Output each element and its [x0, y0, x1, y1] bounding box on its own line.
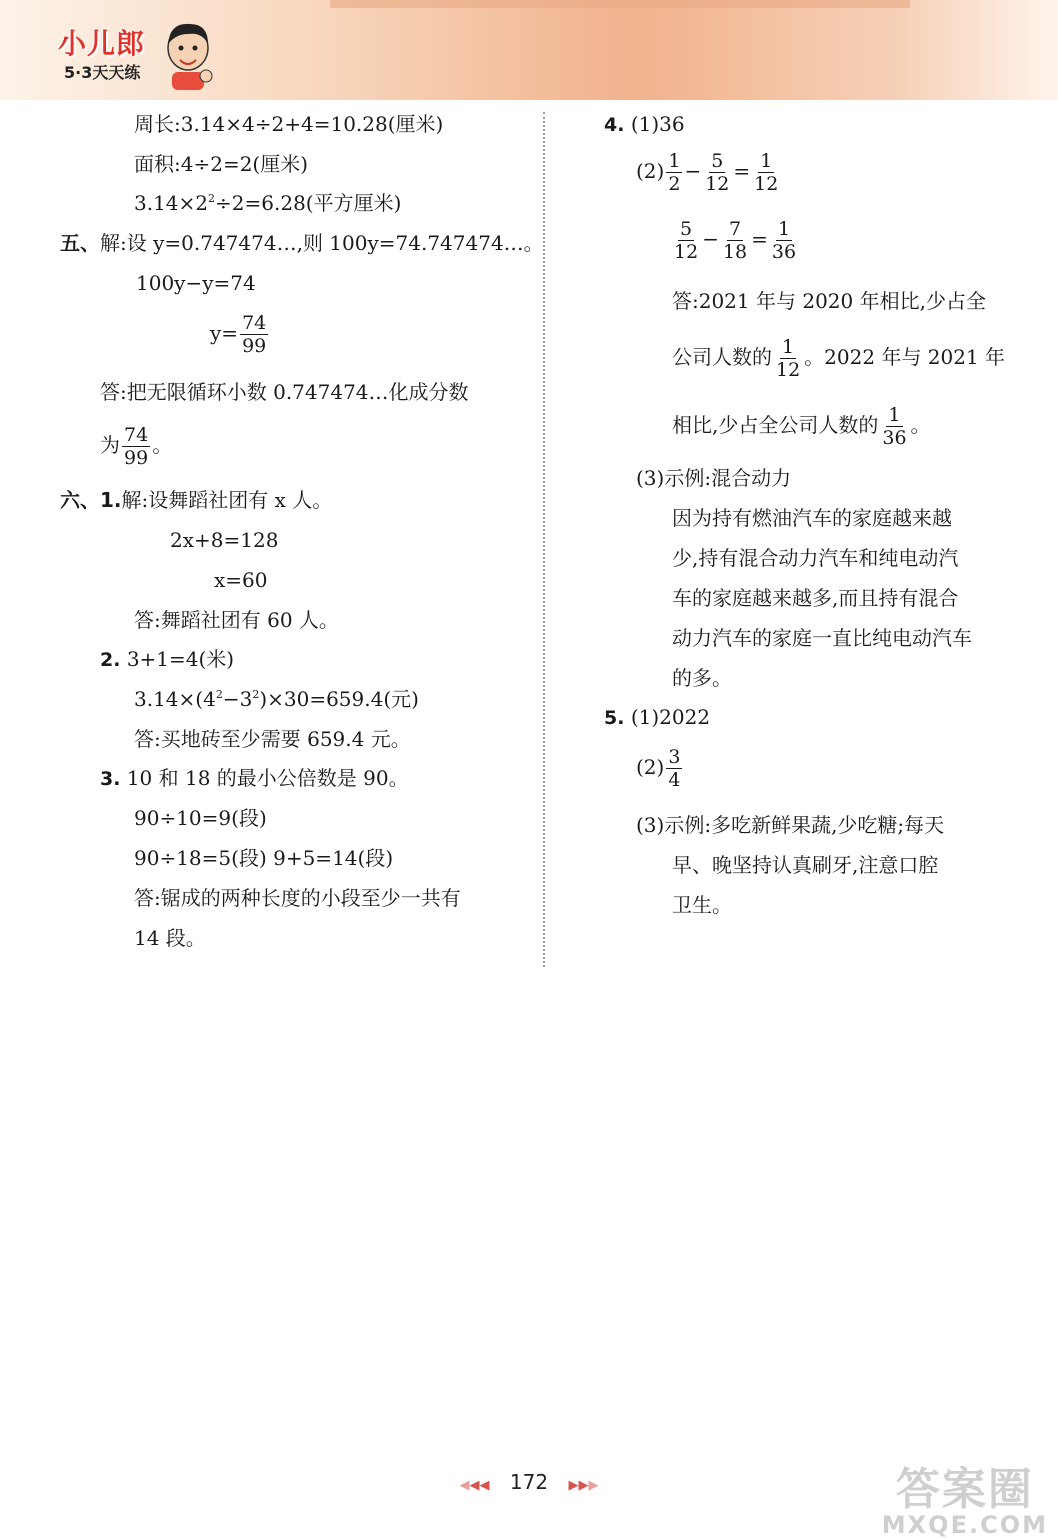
mascot-icon: [158, 18, 218, 90]
fraction: $\frac{74}{99}$: [124, 424, 149, 469]
fraction-equation: (2) $\frac{1}{2}$ − $\frac{5}{12}$ = $\frac{1}{12}$: [636, 150, 779, 195]
answer-line: 公司人数的 $\frac{1}{12}$ 。2022 年与 2021 年: [672, 336, 1006, 381]
header-strip: [330, 0, 910, 8]
equation-line: 90÷10=9(段): [134, 806, 267, 830]
watermark-top: 答案圈: [895, 1464, 1034, 1515]
question-3: 3. 10 和 18 的最小公倍数是 90。: [100, 766, 409, 790]
perimeter-line: 周长:3.14×4÷2+4=10.28(厘米): [134, 112, 444, 136]
answer-line: 答:2021 年与 2020 年相比,少占全: [672, 289, 986, 313]
section-six-q1: 六、1.解:设舞蹈社团有 x 人。: [60, 488, 333, 512]
brand-logo: [50, 18, 210, 88]
answer-line: 相比,少占全公司人数的 $\frac{1}{36}$ 。: [672, 404, 931, 449]
reason-line: 车的家庭越来越多,而且持有混合: [672, 586, 959, 610]
section-label: 五、: [60, 231, 100, 255]
example-line: 卫生。: [672, 893, 732, 917]
answer-line: 答:买地砖至少需要 659.4 元。: [134, 727, 411, 751]
section-label: 六、1.: [60, 488, 122, 512]
fraction-result: y= $\frac{74}{99}$: [210, 312, 267, 357]
area-line: 面积:4÷2=2(厘米): [134, 152, 309, 176]
logo-subtitle: 5·3天天练: [64, 63, 141, 82]
reason-line: 因为持有燃油汽车的家庭越来越: [672, 506, 952, 530]
answer-line: 答:舞蹈社团有 60 人。: [134, 608, 339, 632]
question-5: 5. (1)2022: [604, 705, 711, 729]
equation-line: x=60: [214, 568, 268, 592]
question-2: 2. 3+1=4(米): [100, 647, 235, 671]
fraction-answer: (2) $\frac{3}{4}$: [636, 746, 681, 791]
equation-line: 100y−y=74: [136, 271, 256, 295]
watermark-bottom: MXQE.COM: [881, 1511, 1048, 1539]
reason-line: 少,持有混合动力汽车和纯电动汽: [672, 546, 959, 570]
equation-line: 90÷18=5(段) 9+5=14(段): [134, 846, 394, 870]
page-number: 172: [509, 1470, 549, 1494]
example-line: (3)示例:混合动力: [636, 466, 792, 490]
header-bar: [0, 0, 1058, 100]
question-4: 4. (1)36: [604, 112, 685, 136]
answer-line: 14 段。: [134, 926, 206, 950]
example-line: (3)示例:多吃新鲜果蔬,少吃糖;每天: [636, 813, 945, 837]
example-line: 早、晚坚持认真刷牙,注意口腔: [672, 853, 939, 877]
next-arrows-icon: ▶▶▶: [568, 1478, 599, 1493]
equation-line: 2x+8=128: [170, 528, 279, 552]
question-number: 3.: [100, 768, 121, 790]
reason-line: 的多。: [672, 666, 732, 690]
section-five: 五、解:设 y=0.747474…,则 100y=74.747474…。: [60, 231, 544, 255]
question-number: 5.: [604, 707, 625, 729]
question-number: 2.: [100, 649, 121, 671]
logo-title: 小儿郎: [58, 27, 146, 60]
fraction-equation: $\frac{5}{12}$ − $\frac{7}{18}$ = $\frac{1}{36}$: [674, 218, 797, 263]
question-number: 4.: [604, 114, 625, 136]
answer-line: 答:锯成的两种长度的小段至少一共有: [134, 886, 461, 910]
fraction: $\frac{74}{99}$: [242, 312, 267, 357]
cost-line: $3.14\times(4^2-3^2)\times 30=659.4$(元): [134, 687, 419, 711]
answer-fraction-line: 为 $\frac{74}{99}$ 。: [100, 424, 173, 469]
answer-line: 答:把无限循环小数 0.747474…化成分数: [100, 380, 469, 404]
watermark: [881, 1464, 1048, 1539]
prev-arrows-icon: ◀◀◀: [459, 1478, 490, 1493]
reason-line: 动力汽车的家庭一直比纯电动汽车: [672, 626, 972, 650]
semicircle-area-line: $3.14\times 2^2\div 2=6.28$(平方厘米): [134, 191, 402, 215]
